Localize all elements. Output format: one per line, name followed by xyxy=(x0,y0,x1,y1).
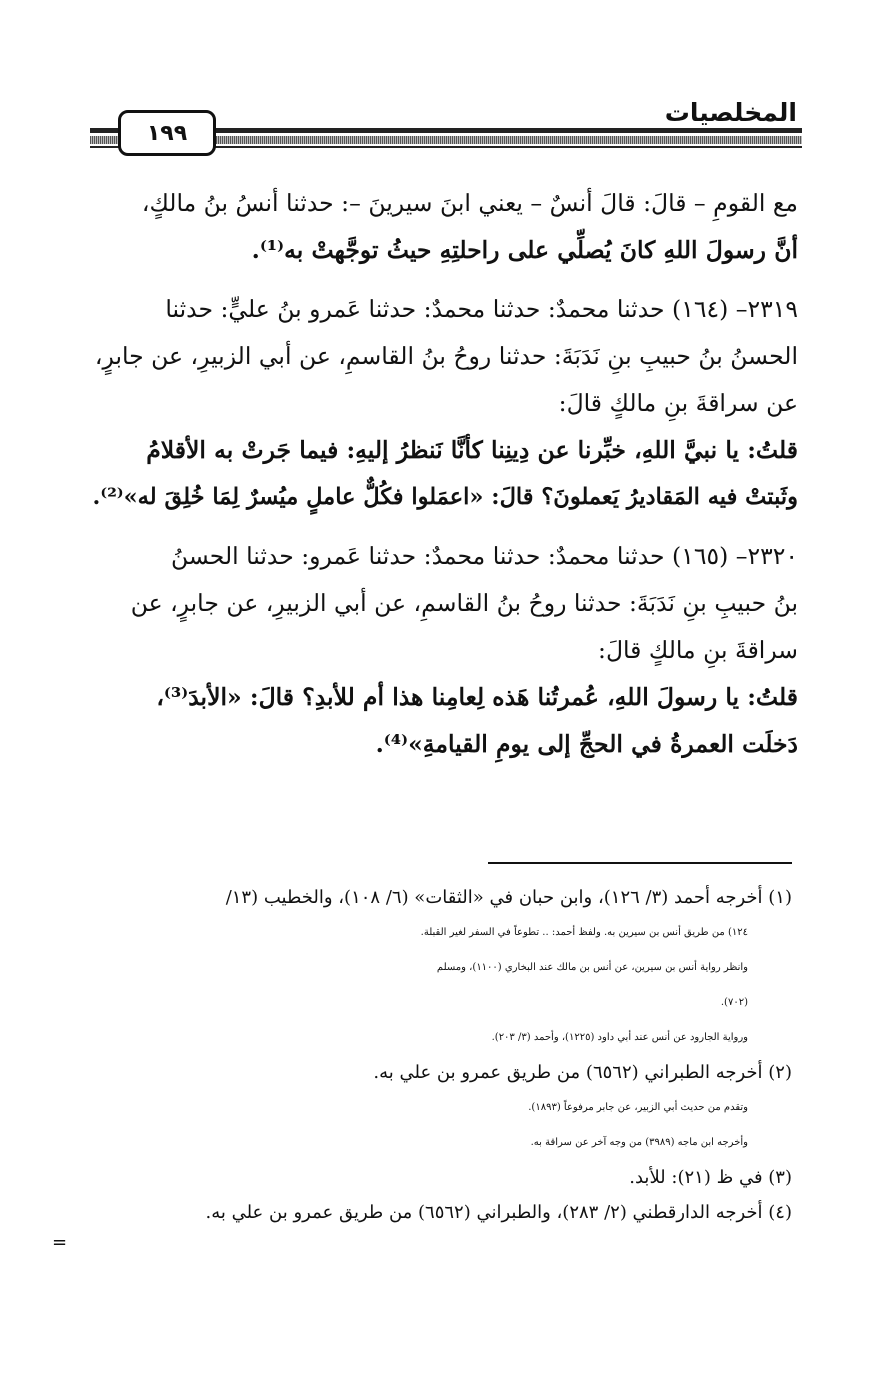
isnad-line: سراقةَ بنِ مالكٍ قالَ: xyxy=(598,636,798,664)
footnote-line: وتقدم من حديث أبي الزبير، عن جابر مرفوعاً (١٨٩٣). xyxy=(528,1102,748,1113)
footnote-line: (٣) في ظ (٢١): للأبد. xyxy=(629,1167,792,1188)
footnote-line: (٢) أخرجه الطبراني (٦٥٦٢) من طريق عمرو بن علي به. xyxy=(373,1062,792,1083)
footnote-line: وانظر رواية أنس بن سيرين، عن أنس بن مالك عند البخاري (١١٠٠)، ومسلم xyxy=(436,962,748,973)
footnote-line: ١٢٤) من طريق أنس بن سيرين به. ولفظ أحمد: .. تطوعاً في السفر لغير القبلة. xyxy=(420,927,748,938)
footnote-line: وأخرجه ابن ماجه (٣٩٨٩) من وجه آخر عن سراقة به. xyxy=(530,1137,748,1148)
hadith-text-line: أنَّ رسولَ اللهِ كانَ يُصلِّي على راحلتِهِ حيثُ توجَّهتْ به⁽¹⁾. xyxy=(251,236,798,264)
isnad-line: ٢٣٢٠– (١٦٥) حدثنا محمدٌ: حدثنا محمدٌ: حدثنا عَمرو: حدثنا الحسنُ xyxy=(170,542,798,570)
page-number-text: ١٩٩ xyxy=(146,120,188,146)
hadith-text-line: وثَبتتْ فيه المَقاديرُ يَعملونَ؟ قالَ: «اعمَلوا فكُلٌّ عاملٍ ميُسرٌ لِمَا خُلِقَ له»⁽²⁾. xyxy=(92,484,798,510)
hadith-text-line: قلتُ: يا رسولَ اللهِ، عُمرتُنا هَذه لِعامِنا هذا أم للأبدِ؟ قالَ: «الأبدَ⁽³⁾، xyxy=(156,683,798,711)
footnotes xyxy=(80,880,792,1230)
hadith-text-line: قلتُ: يا نبيَّ اللهِ، خبِّرنا عن دِينِنا كأنَّا نَنظرُ إليهِ: فيما جَرتْ به الأقلامُ xyxy=(146,436,798,464)
footnote-separator xyxy=(488,862,792,864)
continuation-mark: = xyxy=(52,1232,68,1253)
footnote-line: (٧٠٢). xyxy=(720,997,748,1008)
footnote-line: (٤) أخرجه الدارقطني (٢/ ٢٨٣)، والطبراني (٦٥٦٢) من طريق عمرو بن علي به. xyxy=(205,1202,792,1223)
footnote-line: ورواية الجارود عن أنس عند أبي داود (١٢٢٥)، وأحمد (٣/ ٢٠٣). xyxy=(491,1032,748,1043)
page-number xyxy=(118,110,216,156)
isnad-line: عن سراقةَ بنِ مالكٍ قالَ: xyxy=(558,389,798,417)
isnad-line: بنُ حبيبِ بنِ نَدَبَةَ: حدثنا روحُ بنُ القاسمِ، عن أبي الزبيرِ، عن جابرٍ، عن xyxy=(130,589,798,617)
isnad-line: الحسنُ بنُ حبيبِ بنِ نَدَبَةَ: حدثنا روحُ بنُ القاسمِ، عن أبي الزبيرِ، عن جابرٍ، xyxy=(94,342,798,370)
running-title: المخلصيات xyxy=(659,98,797,127)
main-text xyxy=(80,180,798,768)
footnote-line: (١) أخرجه أحمد (٣/ ١٢٦)، وابن حبان في «الثقات» (٦/ ١٠٨)، والخطيب (١٣/ xyxy=(225,887,792,908)
text-line: مع القومِ – قالَ: قالَ أنسٌ – يعني ابنَ سيرينَ –: حدثنا أنسُ بنُ مالكٍ، xyxy=(141,189,798,217)
hadith-text-line: دَخلَت العمرةُ في الحجِّ إلى يومِ القيامةِ»⁽⁴⁾. xyxy=(375,730,798,758)
isnad-line: ٢٣١٩– (١٦٤) حدثنا محمدٌ: حدثنا محمدٌ: حدثنا عَمرو بنُ عليٍّ: حدثنا xyxy=(165,295,798,323)
